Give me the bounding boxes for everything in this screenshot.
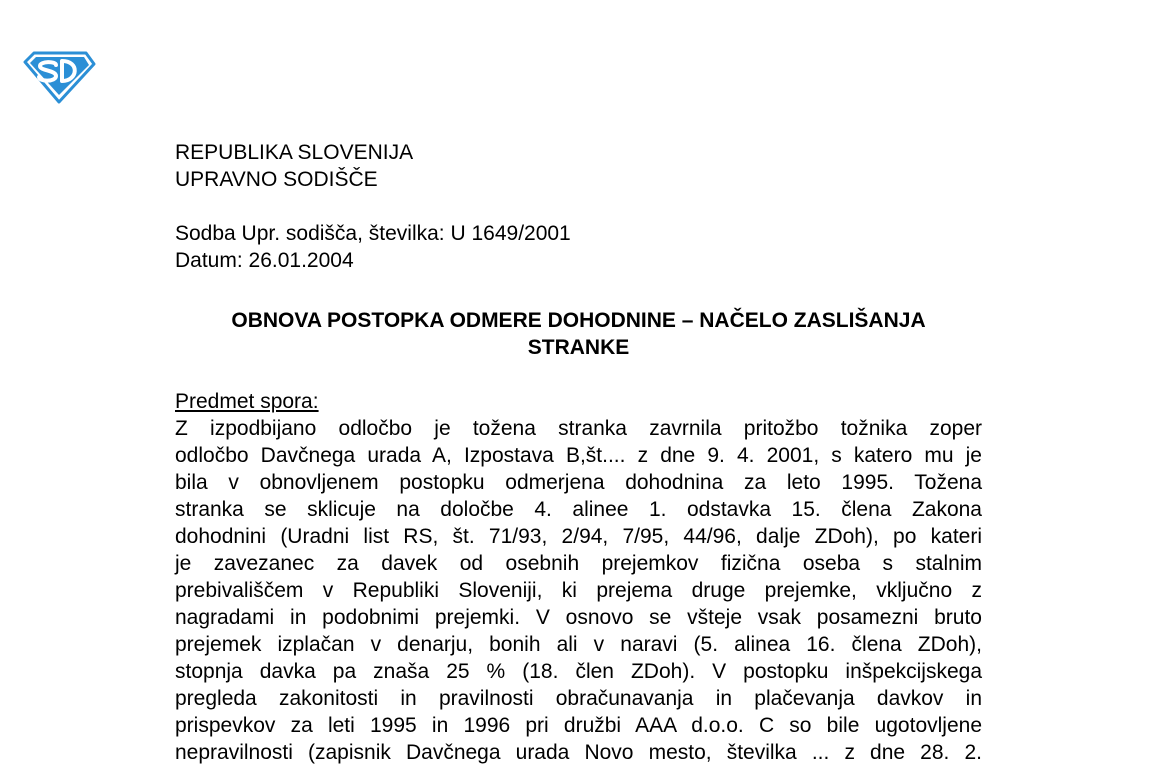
body-line: nepravilnosti (zapisnik Davčnega urada Novo mesto, številka ... z dne 28. 2.: [175, 741, 982, 764]
subject-heading: Predmet spora:: [175, 390, 319, 413]
subject-body: [175, 415, 982, 766]
case-date: Datum: 26.01.2004: [175, 249, 354, 272]
body-line: bila v obnovljenem postopku odmerjena dohodnina za leto 1995. Tožena: [175, 471, 982, 494]
body-line: prebivališčem v Republiki Sloveniji, ki prejema druge prejemke, vključno z: [175, 579, 982, 602]
body-line: je zavezanec za davek od osebnih prejemkov fizična oseba s stalnim: [175, 552, 982, 575]
case-number: Sodba Upr. sodišča, številka: U 1649/2001: [175, 222, 571, 245]
body-line: prejemek izplačan v denarju, bonih ali v naravi (5. alinea 16. člena ZDoh),: [175, 633, 982, 656]
spacer: [175, 193, 982, 220]
header-country: REPUBLIKA SLOVENIJA: [175, 141, 414, 164]
document-title: [175, 307, 982, 361]
header-court: UPRAVNO SODIŠČE: [175, 168, 378, 191]
body-line: stopnja davka pa znaša 25 % (18. člen ZDoh). V postopku inšpekcijskega: [175, 660, 982, 683]
body-line: prispevkov za leti 1995 in 1996 pri družbi AAA d.o.o. C so bile ugotovljene: [175, 714, 982, 737]
body-line: stranka se sklicuje na določbe 4. alinee 1. odstavka 15. člena Zakona: [175, 498, 982, 521]
title-line-2: STRANKE: [527, 336, 630, 359]
body-line: pregleda zakonitosti in pravilnosti obračunavanja in plačevanja davkov in: [175, 687, 982, 710]
body-line: Z izpodbijano odločbo je tožena stranka zavrnila pritožbo tožnika zoper: [175, 417, 982, 440]
body-line: nagradami in podobnimi prejemki. V osnovo se všteje vsak posamezni bruto: [175, 606, 982, 629]
body-line: odločbo Davčnega urada A, Izpostava B,št.... z dne 9. 4. 2001, s katero mu je: [175, 444, 982, 467]
court-logo: [22, 50, 96, 104]
document-page: [175, 139, 982, 766]
title-line-1: OBNOVA POSTOPKA ODMERE DOHODNINE – NAČELO ZASLIŠANJA: [231, 309, 926, 332]
body-line: dohodnini (Uradni list RS, št. 71/93, 2/94, 7/95, 44/96, dalje ZDoh), po kateri: [175, 525, 982, 548]
